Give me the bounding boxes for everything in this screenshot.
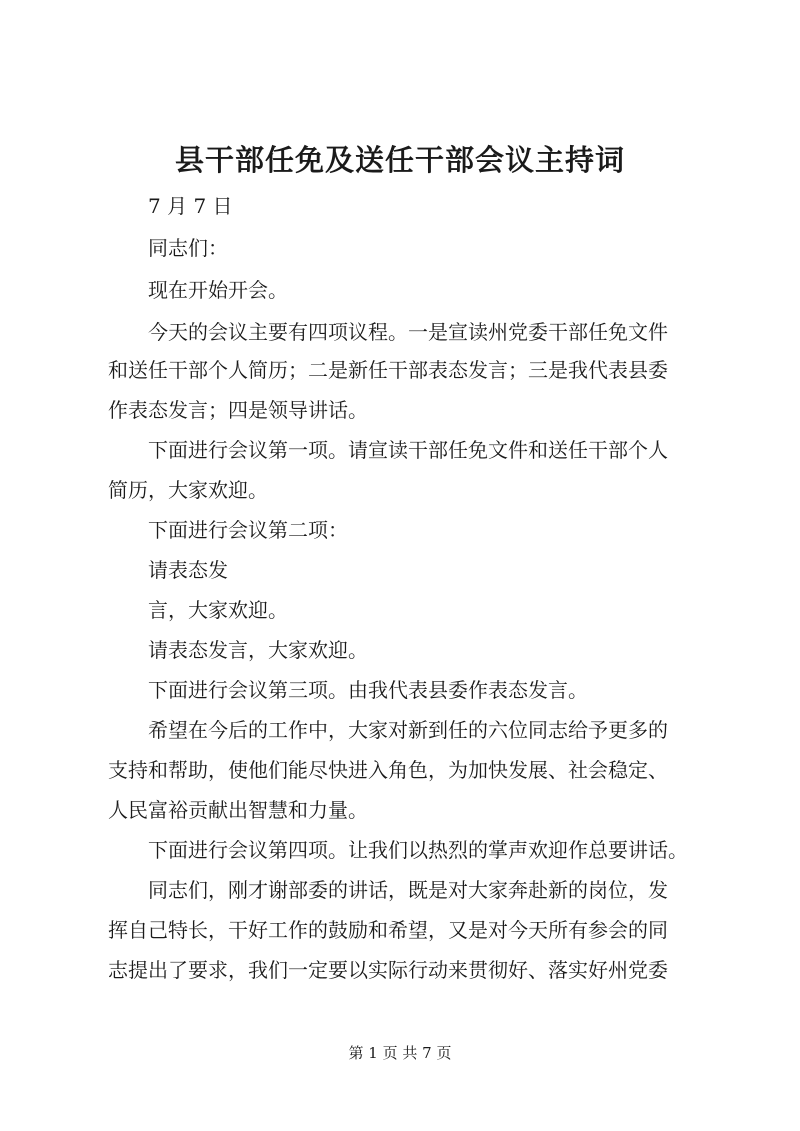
body-line: 希望在今后的工作中，大家对新到任的六位同志给予更多的 <box>148 718 668 742</box>
salutation-line: 同志们： <box>148 236 228 260</box>
body-line: 下面进行会议第四项。让我们以热烈的掌声欢迎作总要讲话。 <box>148 838 688 862</box>
document-title: 县干部任免及送任干部会议主持词 <box>174 143 625 177</box>
body-line: 下面进行会议第三项。由我代表县委作表态发言。 <box>148 678 588 702</box>
body-line: 同志们，刚才谢部委的讲话，既是对大家奔赴新的岗位，发 <box>148 878 668 902</box>
body-line: 志提出了要求，我们一定要以实际行动来贯彻好、落实好州党委 <box>108 958 668 982</box>
body-line: 和送任干部个人简历；二是新任干部表态发言；三是我代表县委 <box>108 358 668 382</box>
body-line: 今天的会议主要有四项议程。一是宣读州党委干部任免文件 <box>148 320 668 344</box>
body-line: 人民富裕贡献出智慧和力量。 <box>108 798 368 822</box>
body-line: 请表态发 <box>148 558 228 582</box>
body-line: 作表态发言；四是领导讲话。 <box>108 398 368 422</box>
body-line: 挥自己特长，干好工作的鼓励和希望，又是对今天所有参会的同 <box>108 918 668 942</box>
body-line: 言，大家欢迎。 <box>148 598 288 622</box>
body-line: 现在开始开会。 <box>148 278 288 302</box>
date-line: 7 月 7 日 <box>148 194 233 218</box>
body-line: 简历，大家欢迎。 <box>108 478 268 502</box>
page-number-footer: 第 1 页 共 7 页 <box>348 1044 452 1062</box>
body-line: 请表态发言，大家欢迎。 <box>148 638 368 662</box>
body-line: 下面进行会议第一项。请宣读干部任免文件和送任干部个人 <box>148 438 668 462</box>
body-line: 支持和帮助，使他们能尽快进入角色，为加快发展、社会稳定、 <box>108 758 668 782</box>
body-line: 下面进行会议第二项： <box>148 518 348 542</box>
